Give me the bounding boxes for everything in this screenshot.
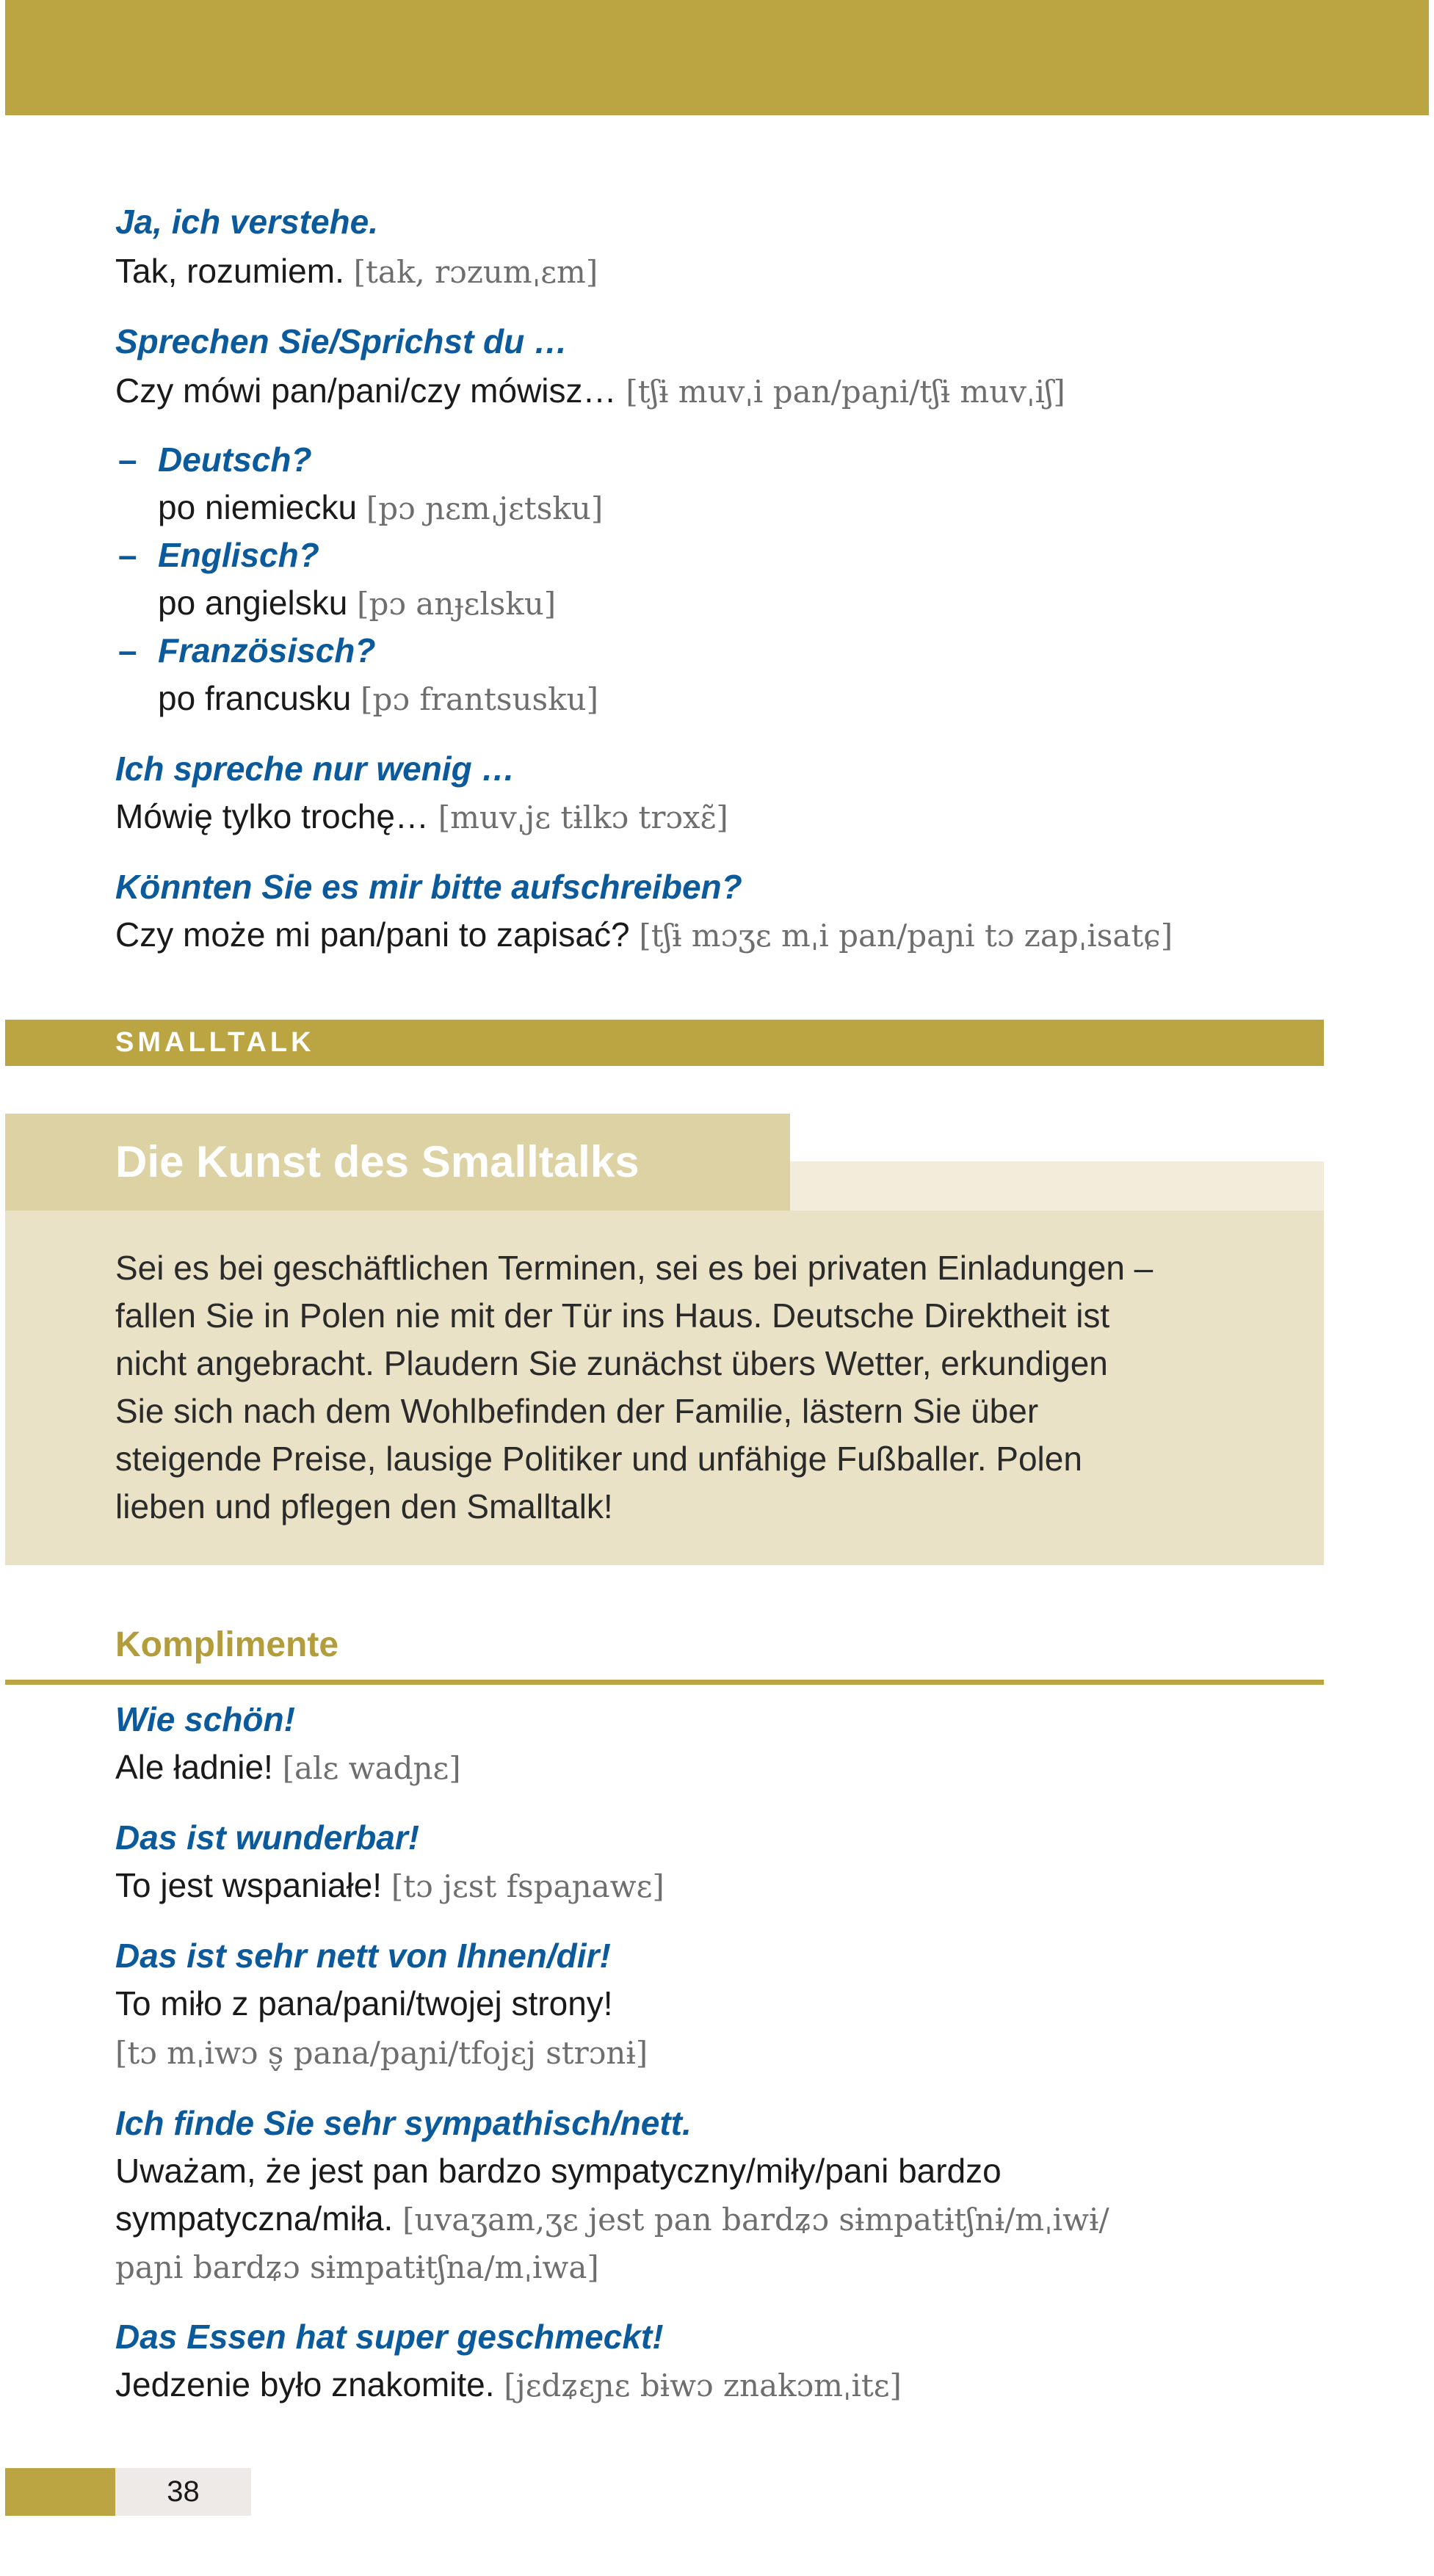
language-de: Deutsch? bbox=[158, 440, 312, 479]
infobox-line: nicht angebracht. Plaudern Sie zunächst übers Wetter, erkundigen bbox=[115, 1344, 1108, 1382]
language-pl-row bbox=[158, 579, 556, 628]
infobox-title: Die Kunst des Smalltalks bbox=[115, 1137, 640, 1186]
compliment-ipa: [tɔ jɛst fspaɲawɛ] bbox=[391, 1868, 665, 1904]
compliment-pl: sympatyczna/miła. bbox=[115, 2199, 394, 2238]
phrase-pl: Mówię tylko trochę… bbox=[115, 797, 429, 835]
infobox-line: steigende Preise, lausige Politiker und unfähige Fußballer. Polen bbox=[115, 1440, 1082, 1478]
language-pl: po niemiecku bbox=[158, 488, 358, 526]
infobox-body bbox=[115, 1244, 1305, 1531]
phrase-pl: Czy mówi pan/pani/czy mówisz… bbox=[115, 371, 617, 410]
phrase-de: Könnten Sie es mir bitte aufschreiben? bbox=[115, 868, 742, 906]
phrase-pl-row bbox=[115, 367, 1065, 416]
language-ipa: [pɔ frantsusku] bbox=[361, 681, 598, 717]
compliment-pl-row bbox=[115, 1862, 665, 1910]
phrase-pl-row bbox=[115, 247, 598, 296]
compliment-ipa-row bbox=[115, 2243, 599, 2291]
infobox-header-strip bbox=[790, 1161, 1324, 1211]
phrase-pl: Czy może mi pan/pani to zapisać? bbox=[115, 915, 630, 954]
page-marker bbox=[5, 2468, 115, 2516]
list-dash: – bbox=[118, 536, 137, 574]
list-dash: – bbox=[118, 440, 137, 479]
compliment-pl-row bbox=[115, 2195, 1109, 2243]
heading-rule bbox=[5, 1680, 1324, 1685]
phrase-ipa: [tak, rɔzumˌɛm] bbox=[353, 254, 598, 290]
phrase-ipa: [muvˌjɛ tɨlkɔ trɔxɛ̃] bbox=[438, 799, 728, 835]
infobox-line: lieben und pflegen den Smalltalk! bbox=[115, 1487, 613, 1525]
compliment-pl-row bbox=[115, 1744, 461, 1792]
list-dash: – bbox=[118, 631, 137, 670]
language-de: Englisch? bbox=[158, 536, 319, 574]
section-label: SMALLTALK bbox=[115, 1027, 315, 1058]
infobox-line: Sei es bei geschäftlichen Terminen, sei es bei privaten Einladungen – bbox=[115, 1249, 1154, 1287]
compliment-de: Wie schön! bbox=[115, 1700, 295, 1738]
compliment-ipa: [tɔ mˌiwɔ s̬ pana/paɲi/tfojɛj strɔnɨ] bbox=[115, 2035, 648, 2071]
compliment-ipa: paɲi bardʑɔ sɨmpatɨtʃna/mˌiwa] bbox=[115, 2249, 599, 2285]
subsection-heading: Komplimente bbox=[115, 1625, 339, 1664]
language-pl-row bbox=[158, 484, 603, 532]
phrase-de: Sprechen Sie/Sprichst du … bbox=[115, 322, 568, 360]
compliment-ipa-row bbox=[115, 2028, 648, 2077]
header-bar bbox=[5, 0, 1429, 115]
phrase-pl-row bbox=[115, 911, 1173, 959]
language-pl: po angielsku bbox=[158, 584, 348, 622]
compliment-pl: Ale ładnie! bbox=[115, 1748, 273, 1786]
compliment-de: Ich finde Sie sehr sympathisch/nett. bbox=[115, 2104, 692, 2142]
phrase-de: Ich spreche nur wenig … bbox=[115, 750, 515, 788]
compliment-ipa: [alɛ wadɲɛ] bbox=[282, 1750, 461, 1786]
compliment-pl: To miło z pana/pani/twojej strony! bbox=[115, 1984, 613, 2022]
compliment-de: Das ist sehr nett von Ihnen/dir! bbox=[115, 1937, 611, 1975]
phrase-ipa: [tʃɨ mɔʒɛ mˌi pan/paɲi tɔ zapˌisatɕ] bbox=[639, 918, 1173, 954]
compliment-pl: Jedzenie było znakomite. bbox=[115, 2365, 495, 2403]
language-de: Französisch? bbox=[158, 631, 376, 670]
infobox-line: Sie sich nach dem Wohlbefinden der Familie, lästern Sie über bbox=[115, 1392, 1039, 1430]
page-number: 38 bbox=[167, 2475, 200, 2508]
language-pl: po francusku bbox=[158, 679, 352, 717]
compliment-pl: To jest wspaniałe! bbox=[115, 1866, 383, 1904]
compliment-ipa: [jɛdʑɛɲɛ bɨwɔ znakɔmˌitɛ] bbox=[504, 2368, 902, 2403]
compliment-de: Das ist wunderbar! bbox=[115, 1818, 420, 1857]
compliment-ipa: [uvaʒam,ʒɛ jest pan bardʑɔ sɨmpatɨtʃnɨ/mˌiwɨ/ bbox=[402, 2202, 1109, 2238]
compliment-pl-row bbox=[115, 2361, 902, 2409]
phrase-ipa: [tʃɨ muvˌi pan/paɲi/tʃɨ muvˌiʃ] bbox=[626, 374, 1065, 410]
language-pl-row bbox=[158, 675, 598, 723]
language-ipa: [pɔ ɲɛmˌjɛtsku] bbox=[366, 490, 604, 526]
phrase-pl: Tak, rozumiem. bbox=[115, 252, 344, 290]
language-ipa: [pɔ anɟɛlsku] bbox=[357, 586, 557, 622]
compliment-de: Das Essen hat super geschmeckt! bbox=[115, 2318, 664, 2356]
infobox-line: fallen Sie in Polen nie mit der Tür ins Haus. Deutsche Direktheit ist bbox=[115, 1296, 1110, 1335]
compliment-pl: Uważam, że jest pan bardzo sympatyczny/miły/pani bardzo bbox=[115, 2152, 1002, 2190]
phrase-pl-row bbox=[115, 793, 728, 841]
phrase-de: Ja, ich verstehe. bbox=[115, 203, 378, 241]
